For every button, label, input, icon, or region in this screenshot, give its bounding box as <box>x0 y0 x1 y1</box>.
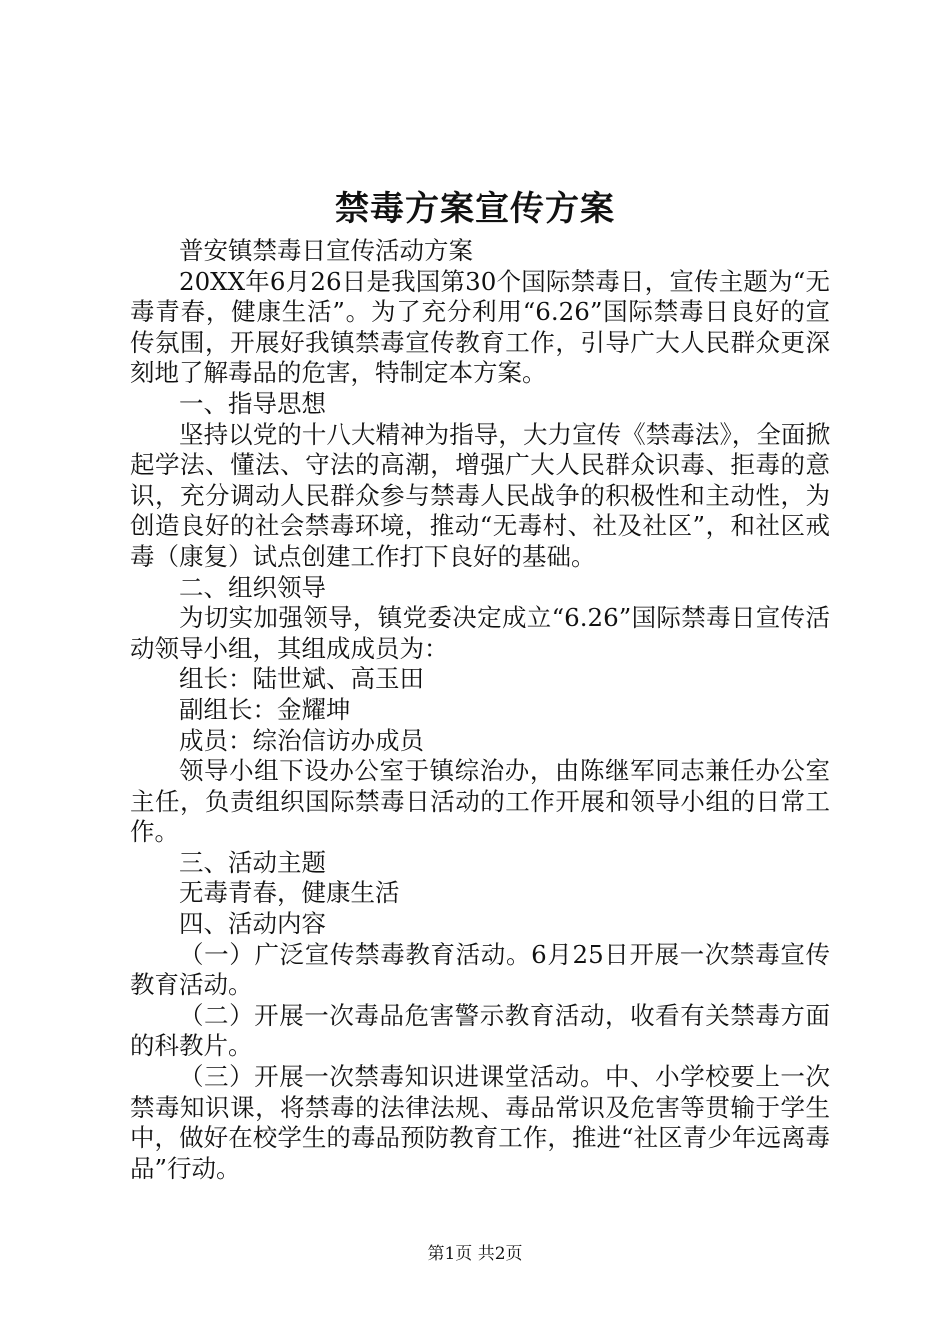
paragraph-leadership: 为切实加强领导，镇党委决定成立“6.26”国际禁毒日宣传活动领导小组，其组成成员为： <box>130 603 830 663</box>
paragraph-activity-2: （二）开展一次毒品危害警示教育活动，收看有关禁毒方面的科教片。 <box>130 1000 830 1061</box>
document-body <box>130 236 830 1184</box>
section-heading-1: 一、指导思想 <box>179 388 326 418</box>
section-heading-4: 四、活动内容 <box>179 909 326 939</box>
paragraph-theme: 无毒青春，健康生活 <box>179 878 400 908</box>
paragraph-subtitle: 普安镇禁毒日宣传活动方案 <box>179 236 473 265</box>
paragraph-intro: 20XX年6月26日是我国第30个国际禁毒日，宣传主题为“无毒青春，健康生活”。为了充分利用“6.26”国际禁毒日良好的宣传氛围，开展好我镇禁毒宣传教育工作，引导广大人民群众更深刻地了解毒品的危害，特制定本方案。 <box>130 266 830 388</box>
paragraph-activity-1: （一）广泛宣传禁毒教育活动。6月25日开展一次禁毒宣传教育活动。 <box>130 939 830 1000</box>
page-footer: 第1页 共2页 <box>427 1244 523 1264</box>
paragraph-activity-3: （三）开展一次禁毒知识进课堂活动。中、小学校要上一次禁毒知识课，将禁毒的法律法规、毒品常识及危害等贯输于学生中，做好在校学生的毒品预防教育工作，推进“社区青少年远离毒品”行动。 <box>130 1062 830 1183</box>
paragraph-office: 领导小组下设办公室于镇综治办，由陈继军同志兼任办公室主任，负责组织国际禁毒日活动的工作开展和领导小组的日常工作。 <box>130 756 830 847</box>
section-heading-3: 三、活动主题 <box>179 847 326 877</box>
document-title: 禁毒方案宣传方案 <box>335 189 615 229</box>
paragraph-guiding-idea: 坚持以党的十八大精神为指导，大力宣传《禁毒法》，全面掀起学法、懂法、守法的高潮，增强广大人民群众识毒、拒毒的意识，充分调动人民群众参与禁毒人民战争的积极性和主动性，为创造良好的社会禁毒环境，推动“无毒村、社及社区”，和社区戒毒（康复）试点创建工作打下良好的基础。 <box>130 419 830 571</box>
paragraph-deputy-leader: 副组长：金耀坤 <box>179 694 351 724</box>
paragraph-members: 成员：综治信访办成员 <box>179 725 424 755</box>
paragraph-group-leader: 组长：陆世斌、高玉田 <box>179 664 424 694</box>
section-heading-2: 二、组织领导 <box>179 572 326 602</box>
